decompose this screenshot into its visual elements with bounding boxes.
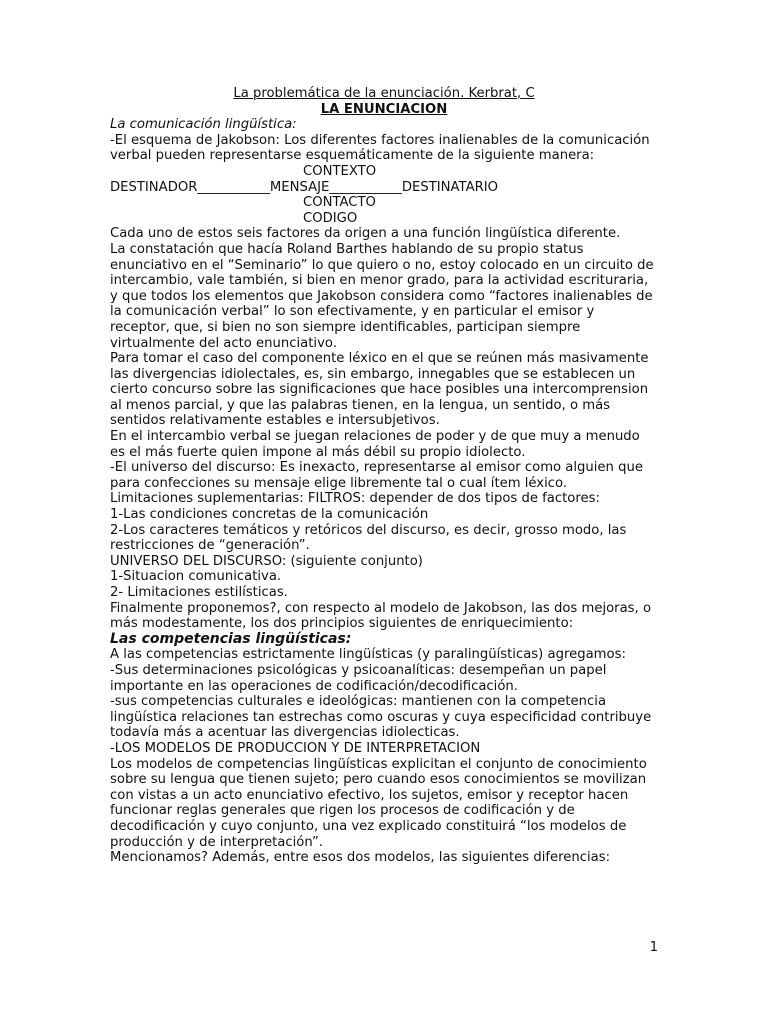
section-heading-competencias: Las competencias lingüísticas: [110, 630, 352, 647]
paragraph: Finalmente proponemos?, con respecto al modelo de Jakobson, las dos mejoras, o más modestamente, los dos principios siguientes de enriquecimiento: [110, 600, 652, 632]
document-title: La problemática de la enunciación. Kerbrat, C [233, 86, 535, 101]
paragraph: -El universo del discurso: Es inexacto, representarse al emisor como alguien que para confecciones su mensaje elige libremente tal o cual ítem léxico. [110, 460, 643, 491]
paragraph: 2-Los caracteres temáticos y retóricos del discurso, es decir, grosso modo, las restricciones de “generación”. [110, 522, 627, 554]
document-page [110, 86, 658, 866]
paragraph: -LOS MODELOS DE PRODUCCION Y DE INTERPRETACION [110, 740, 481, 756]
scheme-contexto: CONTEXTO [303, 163, 377, 179]
paragraph: A las competencias estrictamente lingüísticas (y paralingüísticas) agregamos: [110, 647, 626, 663]
paragraph: 1-Situacion comunicativa. [110, 569, 282, 585]
paragraph: Cada uno de estos seis factores da origen a una función lingüística diferente. [110, 226, 621, 242]
paragraph: En el intercambio verbal se juegan relaciones de poder y de que muy a menudo es el más fuerte quien impone al más débil su propio idiolecto. [110, 429, 640, 460]
paragraph: -sus competencias culturales e ideológicas: mantienen con la competencia lingüística relaciones tan estrechas como oscuras y cuya especificidad contribuye todavía más a acentuar las divergencias idiolecticas. [110, 694, 652, 741]
paragraph: 1-Las condiciones concretas de la comunicación [110, 507, 429, 523]
paragraph: UNIVERSO DEL DISCURSO: (siguiente conjunto) [110, 553, 423, 569]
paragraph: Limitaciones suplementarias: FILTROS: depender de dos tipos de factores: [110, 491, 600, 507]
paragraph: -El esquema de Jakobson: Los diferentes factores inalienables de la comunicación verbal pueden representarse esquemáticamente de la siguiente manera: [110, 132, 650, 164]
document-heading: LA ENUNCIACION [320, 101, 448, 117]
paragraph: Mencionamos? Además, entre esos dos modelos, las siguientes diferencias: [110, 850, 611, 866]
scheme-contacto: CONTACTO [303, 195, 376, 211]
paragraph: Los modelos de competencias lingüísticas explicitan el conjunto de conocimiento sobre su lengua que tienen sujeto; pero cuando esos conocimientos se movilizan con vistas a un acto enunciativo efectivo, los sujetos, emisor y receptor hacen funcionar reglas generales que rigen los procesos de codificación y de decodificación y cuyo conjunto, una vez explicado constituirá “los modelos de producción y de interpretación”. [110, 756, 647, 850]
page-number: 1 [649, 940, 658, 955]
scheme-row: DESTINADOR___________MENSAJE___________DESTINATARIO [110, 179, 499, 195]
paragraph: 2- Limitaciones estilísticas. [110, 585, 288, 600]
paragraph: La constatación que hacía Roland Barthes hablando de su propio status enunciativo en el “Seminario” lo que quiero o no, estoy colocado en un circuito de intercambio, vale también, si bien en menor grado, para la actividad escrituraria, y que todos los elementos que Jakobson considera como “factores inalienables de la comunicación verbal” lo son efectivamente, y en particular el emisor y receptor, que, si bien no son siempre identificables, participan siempre virtualmente del acto enunciativo. [110, 241, 654, 351]
paragraph: -Sus determinaciones psicológicas y psicoanalíticas: desempeñan un papel importante en las operaciones de codificación/decodificación. [110, 662, 607, 694]
scheme-codigo: CODIGO [303, 210, 358, 226]
paragraph: Para tomar el caso del componente léxico en el que se reúnen más masivamente las divergencias idiolectales, es, sin embargo, innegables que se establecen un cierto concurso sobre las significaciones que hace posibles una intercomprension al menos parcial, y que las palabras tienen, en la lengua, un sentido, o más sentidos relativamente estables e intersubjetivos. [110, 351, 649, 429]
section-heading-comunicacion: La comunicación lingüística: [110, 117, 297, 133]
